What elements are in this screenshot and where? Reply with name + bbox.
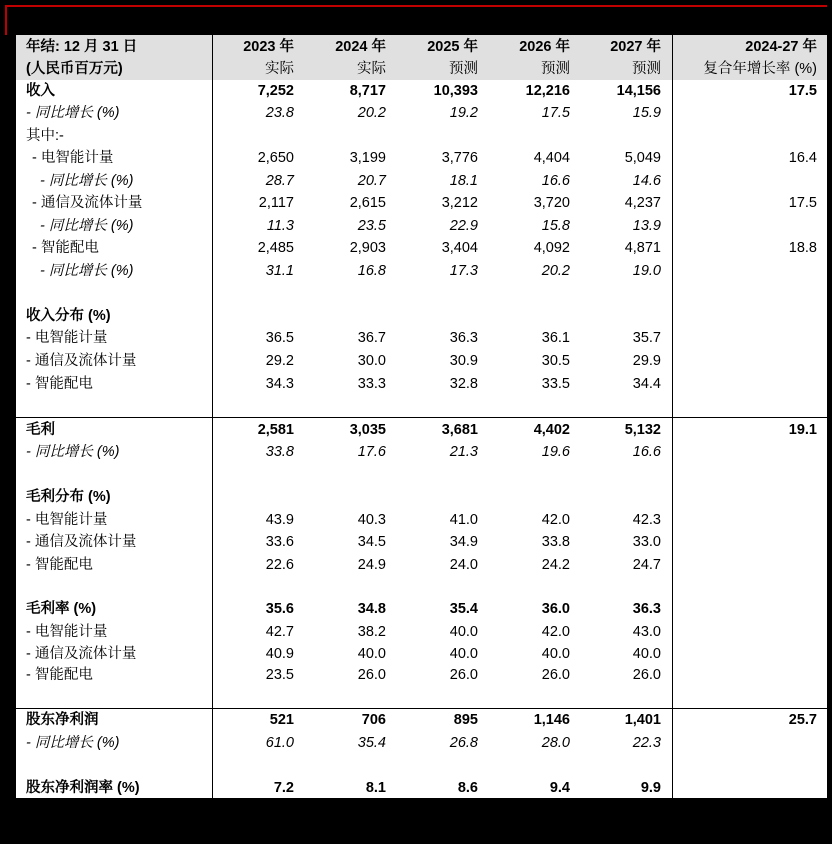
row-label: - 通信及流体计量	[26, 646, 137, 662]
row-label: - 智能配电	[26, 557, 93, 573]
table-row	[16, 170, 827, 192]
row-value: 7,252	[257, 83, 294, 99]
row-value: 20.2	[357, 105, 386, 121]
row-value: 23.5	[357, 218, 386, 234]
row-value: 34.3	[265, 376, 294, 392]
row-value: 3,776	[441, 150, 478, 166]
row-label: 毛利	[26, 422, 55, 438]
row-value: 21.3	[449, 444, 478, 460]
header-type: 预测	[449, 61, 478, 77]
row-value: 706	[361, 712, 386, 728]
row-label: 其中:-	[26, 128, 64, 144]
row-value: 17.5	[788, 83, 817, 99]
row-value: 34.5	[357, 534, 386, 550]
row-value: 19.6	[541, 444, 570, 460]
row-value: 36.5	[265, 330, 294, 346]
header-year: 2025 年	[427, 39, 478, 55]
row-value: 43.9	[265, 512, 294, 528]
row-value: 40.0	[541, 646, 570, 662]
row-label: - 通信及流体计量	[26, 353, 137, 369]
row-label: 股东净利润	[26, 712, 99, 728]
row-label: 收入	[26, 83, 55, 99]
row-label: - 智能配电	[26, 376, 93, 392]
row-value: 14,156	[616, 83, 661, 99]
row-value: 22.6	[265, 557, 294, 573]
row-label: - 同比增长 (%)	[26, 105, 120, 121]
row-value: 22.3	[632, 735, 661, 751]
row-value: 521	[269, 712, 294, 728]
header-label-line2: (人民币百万元)	[26, 61, 123, 77]
table-row	[16, 350, 827, 372]
row-value: 42.0	[541, 512, 570, 528]
row-value: 33.3	[357, 376, 386, 392]
row-value: 28.7	[265, 173, 294, 189]
table-header	[16, 35, 827, 80]
row-value: 33.8	[541, 534, 570, 550]
row-value: 4,404	[533, 150, 570, 166]
row-value: 8,717	[349, 83, 386, 99]
row-value: 16.6	[541, 173, 570, 189]
row-value: 5,049	[624, 150, 661, 166]
row-value: 18.8	[788, 240, 817, 256]
row-value: 36.3	[449, 330, 478, 346]
row-value: 7.2	[273, 780, 294, 796]
row-value: 2,117	[258, 195, 294, 211]
row-value: 40.0	[449, 646, 478, 662]
row-label: 股东净利润率 (%)	[26, 780, 140, 796]
row-value: 18.1	[449, 173, 478, 189]
row-label: 收入分布 (%)	[26, 308, 111, 324]
row-value: 17.5	[541, 105, 570, 121]
row-value: 41.0	[449, 512, 478, 528]
row-value: 22.9	[449, 218, 478, 234]
header-type: 复合年增长率 (%)	[703, 61, 817, 77]
table-row	[16, 80, 827, 102]
row-value: 42.7	[265, 624, 294, 640]
table-row	[16, 709, 827, 731]
row-value: 3,212	[441, 195, 478, 211]
row-value: 19.1	[788, 422, 817, 438]
row-value: 61.0	[265, 735, 294, 751]
row-value: 19.0	[632, 263, 661, 279]
section-divider	[16, 417, 827, 418]
row-value: 10,393	[433, 83, 478, 99]
table-row	[16, 777, 827, 799]
row-value: 29.9	[632, 353, 661, 369]
row-value: 33.0	[632, 534, 661, 550]
header-year: 2024-27 年	[745, 39, 817, 55]
row-value: 23.8	[265, 105, 294, 121]
row-value: 17.6	[357, 444, 386, 460]
row-label: - 电智能计量	[26, 512, 108, 528]
row-label: - 同比增长 (%)	[40, 263, 134, 279]
row-value: 15.9	[632, 105, 661, 121]
row-value: 2,903	[349, 240, 386, 256]
table-row	[16, 531, 827, 553]
row-value: 36.7	[357, 330, 386, 346]
header-year: 2023 年	[243, 39, 294, 55]
row-value: 9.4	[549, 780, 570, 796]
row-value: 36.3	[632, 601, 661, 617]
row-value: 15.8	[541, 218, 570, 234]
row-value: 24.9	[357, 557, 386, 573]
table-row	[16, 441, 827, 463]
row-label: - 智能配电	[26, 667, 93, 683]
row-value: 3,404	[441, 240, 478, 256]
row-value: 34.9	[449, 534, 478, 550]
row-value: 23.5	[265, 667, 294, 683]
row-value: 2,615	[349, 195, 386, 211]
row-value: 30.0	[357, 353, 386, 369]
header-type: 实际	[357, 61, 386, 77]
table-row	[16, 664, 827, 686]
row-value: 16.4	[788, 150, 817, 166]
row-value: 2,650	[257, 150, 294, 166]
row-value: 1,401	[624, 712, 661, 728]
row-value: 33.6	[265, 534, 294, 550]
table-row	[16, 419, 827, 441]
table-row	[16, 260, 827, 282]
row-label: - 同比增长 (%)	[40, 218, 134, 234]
row-value: 20.2	[541, 263, 570, 279]
row-value: 26.0	[357, 667, 386, 683]
row-value: 3,035	[349, 422, 386, 438]
table-row	[16, 598, 827, 620]
row-value: 3,720	[533, 195, 570, 211]
row-value: 38.2	[357, 624, 386, 640]
row-value: 24.2	[541, 557, 570, 573]
row-value: 36.1	[541, 330, 570, 346]
row-value: 11.3	[266, 218, 294, 234]
row-value: 8.6	[457, 780, 478, 796]
table-row	[16, 732, 827, 754]
row-value: 26.0	[632, 667, 661, 683]
table-row	[16, 486, 827, 508]
row-label: - 通信及流体计量	[32, 195, 143, 211]
table-row	[16, 643, 827, 665]
row-value: 2,581	[257, 422, 294, 438]
header-type: 预测	[632, 61, 661, 77]
row-value: 13.9	[632, 218, 661, 234]
row-value: 43.0	[632, 624, 661, 640]
row-value: 4,092	[533, 240, 570, 256]
row-value: 32.8	[449, 376, 478, 392]
row-value: 16.6	[632, 444, 661, 460]
row-value: 30.5	[541, 353, 570, 369]
row-value: 35.7	[632, 330, 661, 346]
row-value: 40.9	[265, 646, 294, 662]
row-value: 2,485	[257, 240, 294, 256]
table-row	[16, 327, 827, 349]
row-value: 17.3	[449, 263, 478, 279]
header-row-1	[16, 36, 827, 58]
table-row	[16, 554, 827, 576]
header-type: 预测	[541, 61, 570, 77]
row-value: 9.9	[640, 780, 661, 796]
header-row-2	[16, 58, 827, 80]
row-value: 42.0	[541, 624, 570, 640]
row-value: 12,216	[525, 83, 570, 99]
row-value: 28.0	[541, 735, 570, 751]
row-value: 40.0	[632, 646, 661, 662]
row-value: 34.8	[357, 601, 386, 617]
row-label: - 同比增长 (%)	[40, 173, 134, 189]
row-value: 17.5	[788, 195, 817, 211]
row-label: - 电智能计量	[26, 330, 108, 346]
row-value: 34.4	[632, 376, 661, 392]
row-value: 1,146	[533, 712, 570, 728]
table-row	[16, 237, 827, 259]
header-year: 2024 年	[335, 39, 386, 55]
row-label: - 智能配电	[32, 240, 99, 256]
row-value: 35.4	[357, 735, 386, 751]
row-value: 4,871	[624, 240, 661, 256]
financial-table	[16, 35, 827, 798]
table-row	[16, 147, 827, 169]
row-value: 24.7	[632, 557, 661, 573]
row-value: 4,237	[624, 195, 661, 211]
row-label: - 同比增长 (%)	[26, 735, 120, 751]
header-type: 实际	[265, 61, 294, 77]
row-value: 26.8	[449, 735, 478, 751]
table-row	[16, 215, 827, 237]
table-row	[16, 373, 827, 395]
row-value: 3,199	[349, 150, 386, 166]
row-value: 36.0	[541, 601, 570, 617]
table-row	[16, 305, 827, 327]
row-value: 35.4	[449, 601, 478, 617]
table-row	[16, 125, 827, 147]
table-row	[16, 102, 827, 124]
row-value: 40.0	[357, 646, 386, 662]
row-value: 19.2	[449, 105, 478, 121]
row-value: 24.0	[449, 557, 478, 573]
row-value: 33.8	[265, 444, 294, 460]
row-value: 4,402	[533, 422, 570, 438]
row-label: - 同比增长 (%)	[26, 444, 120, 460]
header-year: 2026 年	[519, 39, 570, 55]
row-value: 35.6	[265, 601, 294, 617]
frame-left-border	[5, 5, 7, 35]
table-row	[16, 621, 827, 643]
row-value: 40.3	[357, 512, 386, 528]
row-value: 30.9	[449, 353, 478, 369]
row-value: 26.0	[449, 667, 478, 683]
row-label: - 通信及流体计量	[26, 534, 137, 550]
row-value: 25.7	[788, 712, 817, 728]
row-label: - 电智能计量	[26, 624, 108, 640]
row-value: 40.0	[449, 624, 478, 640]
row-label: 毛利率 (%)	[26, 601, 97, 617]
row-value: 42.3	[632, 512, 661, 528]
row-value: 31.1	[265, 263, 294, 279]
table-row	[16, 509, 827, 531]
row-value: 895	[453, 712, 478, 728]
row-label: 毛利分布 (%)	[26, 489, 111, 505]
header-label-line1: 年结: 12 月 31 日	[26, 39, 138, 55]
row-label: - 电智能计量	[32, 150, 114, 166]
header-year: 2027 年	[610, 39, 661, 55]
row-value: 3,681	[441, 422, 478, 438]
table-row	[16, 192, 827, 214]
row-value: 29.2	[265, 353, 294, 369]
frame-top-border	[5, 5, 827, 7]
row-value: 14.6	[632, 173, 661, 189]
row-value: 33.5	[541, 376, 570, 392]
row-value: 26.0	[541, 667, 570, 683]
row-value: 8.1	[365, 780, 386, 796]
row-value: 20.7	[357, 173, 386, 189]
row-value: 5,132	[624, 422, 661, 438]
row-value: 16.8	[357, 263, 386, 279]
